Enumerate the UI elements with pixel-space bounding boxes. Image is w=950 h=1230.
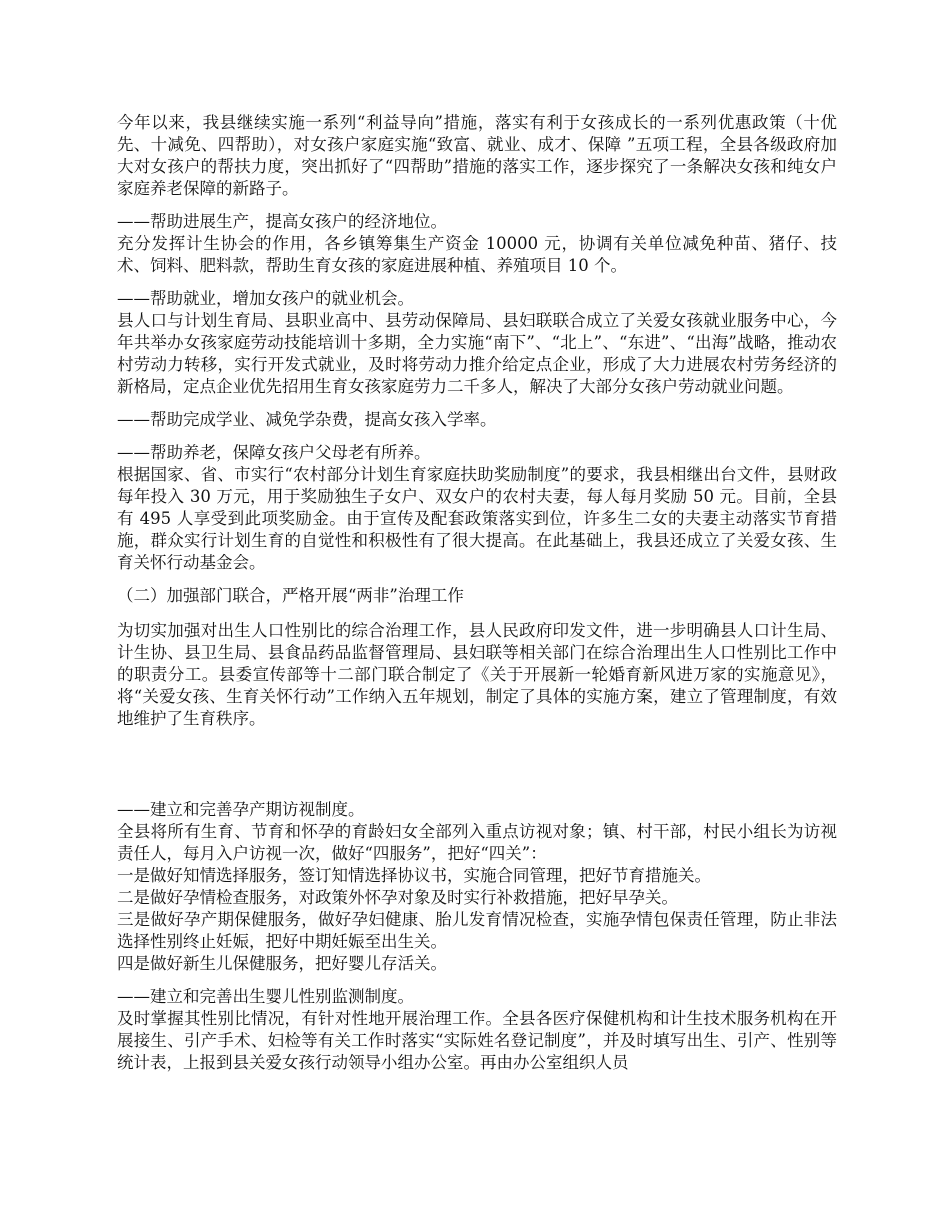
section-heading-gender-monitoring: ——建立和完善出生婴儿性别监测制度。: [117, 987, 414, 1006]
joint-work-paragraph: 为切实加强对出生人口性别比的综合治理工作，县人民政府印发文件，进一步明确县人口计生局、计生协、县卫生局、县食品药品监督管理局、县妇联等相关部门在综合治理出生人口性别比工作中的职责分工。县委宣传部等十二部门联合制定了《关于开展新一轮婚育新风进万家的实施意见》，将“关爱女孩、生育关怀行动”工作纳入五年规划，制定了具体的实施方案，建立了管理制度，有效地维护了生育秩序。: [117, 621, 837, 728]
visit-item-1: 一是做好知情选择服务，签订知情选择协议书，实施合同管理，把好节育措施关。: [117, 866, 711, 885]
visit-item-4: 四是做好新生儿保健服务，把好婴儿存活关。: [117, 954, 447, 973]
document-body: [117, 112, 837, 1074]
employment-paragraph: 县人口与计划生育局、县职业高中、县劳动保障局、县妇联联合成立了关爱女孩就业服务中心，今年共举办女孩家庭劳动技能培训十多期，全力实施“南下”、“北上”、“东进”、“出海”战略，推动农村劳动力转移，实行开发式就业，及时将劳动力推介给定点企业，形成了大力进展农村劳务经济的新格局，定点企业优先招用生育女孩家庭劳力二千多人，解决了大部分女孩户劳动就业问题。: [117, 311, 837, 396]
section-heading-education: ——帮助完成学业、减免学杂费，提高女孩入学率。: [117, 410, 497, 429]
visit-system-paragraph: 全县将所有生育、节育和怀孕的育龄妇女全部列入重点访视对象；镇、村干部，村民小组长为访视责任人，每月入户访视一次，做好“四服务”，把好“四关”：: [117, 822, 837, 863]
visit-item-3: 三是做好孕产期保健服务，做好孕妇健康、胎儿发育情况检查，实施孕情包保责任管理，防止非法选择性别终止妊娠，把好中期妊娠至出生关。: [117, 910, 837, 951]
section-heading-production: ——帮助进展生产，提高女孩户的经济地位。: [117, 212, 447, 231]
elderly-paragraph: 根据国家、省、市实行“农村部分计划生育家庭扶助奖励制度”的要求，我县相继出台文件，县财政每年投入 30 万元，用于奖励独生子女户、双女户的农村夫妻，每人每月奖励 50 元。目前，全县有 495 人享受到此项奖励金。由于宣传及配套政策落实到位，许多生二女的夫妻主动落实节育措施，群众实行计划生育的自觉性和积极性有了很大提高。在此基础上，我县还成立了关爱女孩、生育关怀行动基金会。: [117, 465, 837, 572]
section-heading-employment: ——帮助就业，增加女孩户的就业机会。: [117, 289, 414, 308]
intro-paragraph: 今年以来，我县继续实施一系列“利益导向”措施，落实有利于女孩成长的一系列优惠政策（十优先、十减免、四帮助），对女孩户家庭实施“致富、就业、成才、保障 ”五项工程，全县各级政府加大对女孩户的帮扶力度，突出抓好了“四帮助”措施的落实工作，逐步探究了一条解决女孩和纯女户家庭养老保障的新路子。: [117, 113, 837, 198]
section-heading-visit-system: ——建立和完善孕产期访视制度。: [117, 800, 365, 819]
section-heading-elderly: ——帮助养老，保障女孩户父母老有所养。: [117, 443, 431, 462]
visit-item-2: 二是做好孕情检查服务，对政策外怀孕对象及时实行补救措施，把好早孕关。: [117, 888, 678, 907]
gender-monitoring-paragraph: 及时掌握其性别比情况，有针对性地开展治理工作。全县各医疗保健机构和计生技术服务机构在开展接生、引产手术、妇检等有关工作时落实“实际姓名登记制度”，并及时填写出生、引产、性别等统计表，上报到县关爱女孩行动领导小组办公室。再由办公室组织人员: [117, 1009, 837, 1072]
section-heading-joint-work: （二）加强部门联合，严格开展“两非”治理工作: [117, 586, 464, 605]
production-paragraph: 充分发挥计生协会的作用，各乡镇筹集生产资金 10000 元，协调有关单位减免种苗、猪仔、技术、饲料、肥料款，帮助生育女孩的家庭进展种植、养殖项目 10 个。: [117, 234, 837, 275]
